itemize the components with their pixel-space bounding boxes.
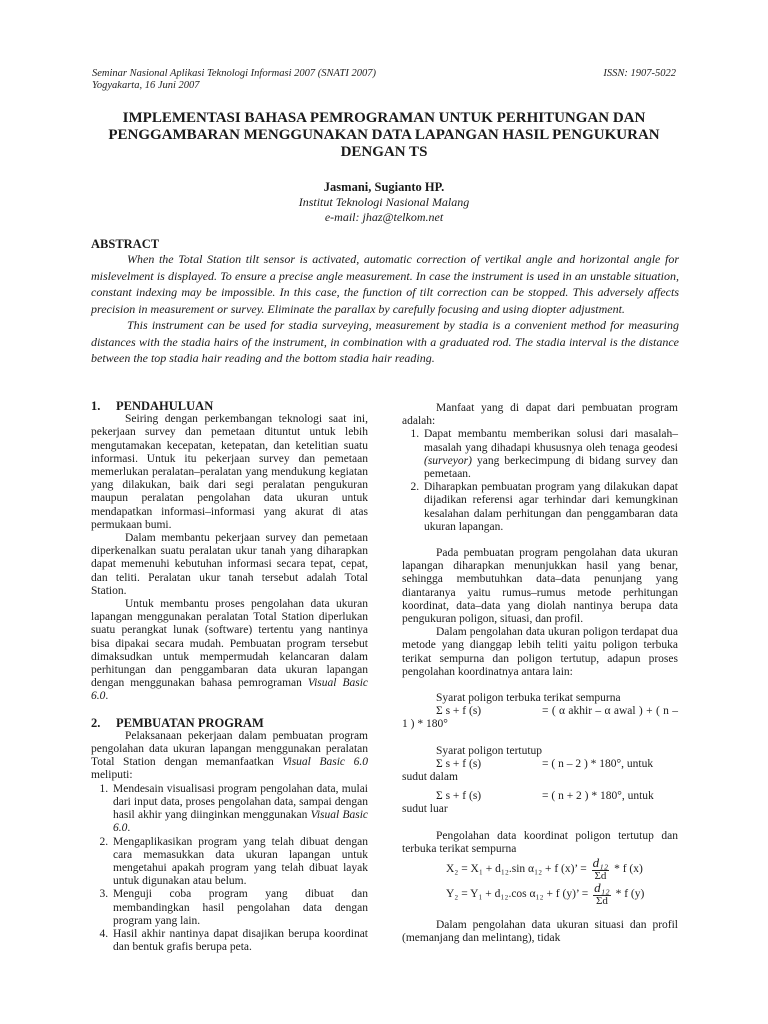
list-item: 3. Menguji coba program yang dibuat dan membandingkan hasil pengolahan data dengan program yang lain. xyxy=(111,888,368,928)
section-heading xyxy=(91,717,368,730)
title-line: PENGGAMBARAN MENGGUNAKAN DATA LAPANGAN HASIL PENGUKURAN xyxy=(108,127,660,143)
abstract-paragraph: When the Total Station tilt sensor is activated, automatic correction of vertikal angle and horizontal angle for mislevelment is displayed. To ensure a precise angle measurement. In case the instrument is used in an unstable situation, constant indexing may be impossible. In this case, the function of tilt correction can be stopped. This adversely affects precision in measurement or survey. Eliminate the parallax by carefully focusing and using diopter adjustment. xyxy=(91,252,679,316)
fraction: $\frac{\text{d₁₂}}{\Sigma d}$ xyxy=(594,880,610,908)
equation: Σ s + f (s) = ( n + 2 ) * 180°, untuk sudut luar xyxy=(402,790,654,816)
equation-y: Y₂ = Y₁ + d₁₂.cos α₁₂ + f (y)’ = $\frac{\text{d₁₂}}{\Sigma d}$ * f (y) xyxy=(446,880,645,908)
paragraph: Manfaat yang di dapat dari pembuatan program adalah: xyxy=(402,402,678,428)
left-column xyxy=(91,400,368,954)
section-title: PEMBUATAN PROGRAM xyxy=(116,715,264,730)
institution: Institut Teknologi Nasional Malang xyxy=(298,195,470,209)
equation-label: Syarat poligon tertutup xyxy=(436,744,543,757)
steps-list xyxy=(91,783,368,955)
seminar-name: Seminar Nasional Aplikasi Teknologi Informasi 2007 (SNATI 2007) xyxy=(92,68,376,79)
title-line: DENGAN TS xyxy=(340,144,428,160)
section-heading xyxy=(91,400,368,413)
paragraph: Dalam pengolahan data ukuran poligon terdapat dua metode yang dianggap lebih teliti yaitu poligon terbuka terikat sempurna dan poligon tertutup, adapun proses pengolahan koordinatnya antara lain: xyxy=(402,626,678,678)
title-line: IMPLEMENTASI BAHASA PEMROGRAMAN UNTUK PERHITUNGAN DAN xyxy=(122,110,646,126)
paragraph: Pada pembuatan program pengolahan data ukuran lapangan diharapkan menunjukkan hasil yang benar, sehingga membutuhkan data–data penunjang yang diantaranya yaitu rumus–rumus metode perhitungan koordinat, data–data yang diolah nantinya berupa data pengukuran poligon, situasi, dan profil. xyxy=(402,547,678,626)
equation: Σ s + f (s) = ( n – 2 ) * 180°, untuk sudut dalam xyxy=(402,757,654,784)
paragraph: Dalam pengolahan data ukuran situasi dan profil (memanjang dan melintang), tidak xyxy=(402,919,678,945)
email: e-mail: jhaz@telkom.net xyxy=(324,210,444,224)
list-item: 1. Mendesain visualisasi program pengolahan data, mulai dari input data, proses pengolahan data, sampai dengan hasil akhir yang diinginkan menggunakan Visual Basic 6.0. xyxy=(111,783,368,836)
issn: ISSN: 1907-5022 xyxy=(603,68,676,79)
abstract-heading: ABSTRACT xyxy=(91,237,160,251)
paragraph: Seiring dengan perkembangan teknologi saat ini, pekerjaan survey dan pemetaan dituntut untuk lebih mengutamakan kecepatan, ketepatan, dan ketelitian suatu informasi. Untuk itu pekerjaan survey dan pemetaan memerlukan peralatan–peralatan yang mendukung kegiatan yang dilakukan, baik dari segi peralatan pengukuran maupun peralatan pengolahan data ukuran untuk mendapatkan informasi–informasi yang akurat di atas permukaan bumi. xyxy=(91,413,368,531)
list-item: 2. Mengaplikasikan program yang telah dibuat dengan cara memasukkan data ukuran lapangan untuk mengetahui apakah program yang telah dibuat layak untuk digunakan atau belum. xyxy=(111,836,368,889)
right-column xyxy=(402,402,678,946)
authors: Jasmani, Sugianto HP. xyxy=(323,180,445,194)
list-item: 4. Hasil akhir nantinya dapat disajikan berupa koordinat dan bentuk grafis berupa peta. xyxy=(111,928,368,954)
seminar-place-date: Yogyakarta, 16 Juni 2007 xyxy=(92,80,200,91)
benefits-list xyxy=(402,428,678,534)
paragraph: Dalam membantu pekerjaan survey dan pemetaan diperkenalkan suatu peralatan ukur tanah yang diharapkan dapat memenuhi kebutuhan informasi secara tepat, cepat, dan teliti. Peralatan ukur tanah tersebut adalah Total Station. xyxy=(91,532,368,597)
running-header xyxy=(92,68,376,92)
abstract-body xyxy=(91,251,679,367)
paragraph: Pelaksanaan pekerjaan dalam pembuatan program pengolahan data ukuran lapangan menggunakan peralatan Total Station dengan memanfaatkan Visual Basic 6.0 meliputi: xyxy=(91,729,368,782)
list-item: 1. Dapat membantu memberikan solusi dari masalah–masalah yang dihadapi khususnya oleh tenaga geodesi (surveyor) yang berkecimpung di bidang survey dan pemetaan. xyxy=(422,428,678,481)
section-title: PENDAHULUAN xyxy=(116,399,214,413)
fraction: $\frac{\text{d₁₂}}{\Sigma d}$ xyxy=(592,855,609,883)
equation: Σ s + f (s) = ( α akhir – α awal ) + ( n – 1 ) * 180° xyxy=(402,705,678,731)
section-number: 1. xyxy=(91,399,101,413)
list-item: 2. Diharapkan pembuatan program yang dilakukan dapat dijadikan referensi agar terhindar dari kemungkinan kesalahan dalam perhitungan dan penggambaran data ukuran lapangan. xyxy=(422,481,678,534)
abstract-paragraph: This instrument can be used for stadia surveying, measurement by stadia is a convenient method for measuring distances with the stadia hairs of the instrument, in combination with a graduated rod. The stadia interval is the distance between the top stadia hair reading and the bottom stadia hair reading. xyxy=(91,318,679,365)
paragraph: Untuk membantu proses pengolahan data ukuran lapangan menggunakan peralatan Total Station diperlukan suatu perangkat lunak (software) tertentu yang nantinya bisa dipakai secara mudah. Pembuatan program tersebut dimaksudkan untuk mempermudah kelancaran dalam perhitungan dan penggambaran data ukuran lapangan dengan menggunakan bahasa pemrograman Visual Basic 6.0. xyxy=(91,598,368,703)
paper-title xyxy=(80,110,688,161)
equation-x: X₂ = X₁ + d₁₂.sin α₁₂ + f (x)’ = $\frac{\text{d₁₂}}{\Sigma d}$ * f (x) xyxy=(446,855,643,883)
paragraph: Pengolahan data koordinat poligon tertutup dan terbuka terikat sempurna xyxy=(402,829,678,855)
section-number: 2. xyxy=(91,715,101,730)
equation-label: Syarat poligon terbuka terikat sempurna xyxy=(436,692,621,705)
